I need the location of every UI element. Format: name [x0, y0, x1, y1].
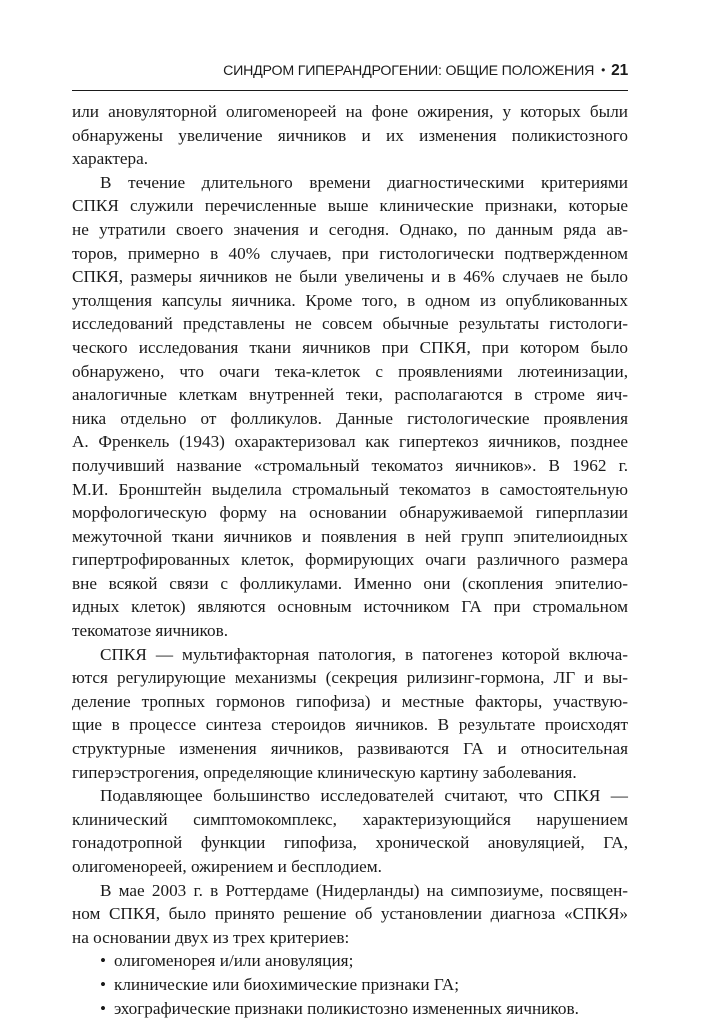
- text-line: вне всякой связи с фолликулами. Именно они (скопления эпителио-: [72, 573, 628, 593]
- text-line: гиперэстрогения, определяющие клиническую картину заболевания.: [72, 762, 577, 782]
- text-line: обнаружены увеличение яичников и их изменения поликистозного: [72, 125, 628, 145]
- text-line: гонадотропной функции гипофиза, хронической ановуляцией, ГА,: [72, 833, 628, 853]
- paragraph: [72, 879, 628, 950]
- text-line: структурные изменения яичников, развиваются ГА и относительная: [72, 739, 628, 759]
- paragraph: [72, 100, 628, 171]
- criteria-list: [72, 949, 628, 1020]
- text-line: деление тропных гормонов гипофиза) и местные факторы, участвую-: [72, 691, 628, 711]
- text-line: В мае 2003 г. в Роттердаме (Нидерланды) на симпозиуме, посвящен-: [100, 880, 628, 900]
- running-header-title: СИНДРОМ ГИПЕРАНДРОГЕНИИ: ОБЩИЕ ПОЛОЖЕНИЯ: [223, 63, 595, 79]
- text-line: щие в процессе синтеза стероидов яичников. В результате происходят: [72, 715, 628, 735]
- running-header: [72, 62, 628, 88]
- text-line: Подавляющее большинство исследователей считают, что СПКЯ —: [100, 786, 628, 806]
- text-line: утолщения капсулы яичника. Кроме того, в одном из опубликованных: [72, 290, 628, 310]
- text-line: идных клеток) являются основным источником ГА при стромальном: [72, 597, 628, 617]
- text-line: гипертрофированных клеток, формирующих очаги различного размера: [72, 550, 628, 570]
- criteria-item-text: клинические или биохимические признаки ГА;: [114, 974, 460, 994]
- bullet-icon: •: [100, 951, 107, 971]
- bullet-icon: •: [100, 974, 107, 994]
- criteria-item-text: эхографические признаки поликистозно измененных яичников.: [114, 998, 579, 1018]
- text-line: межуточной ткани яичников и появления в ней групп эпителиоидных: [72, 526, 628, 546]
- text-line: текоматозе яичников.: [72, 621, 229, 641]
- text-line: СПКЯ служили перечисленные выше клинические признаки, которые: [72, 196, 628, 216]
- text-line: СПКЯ — мультифакторная патология, в патогенез которой включа-: [100, 644, 628, 664]
- text-line: А. Френкель (1943) охарактеризовал как гипертекоз яичников, позднее: [72, 432, 628, 452]
- text-line: морфологическую форму на основании обнаруживаемой гиперплазии: [72, 503, 628, 523]
- criteria-list-item: [72, 997, 628, 1020]
- text-line: получивший название «стромальный текоматоз яичников». В 1962 г.: [72, 455, 628, 475]
- text-line: клинический симптомокомплекс, характеризующийся нарушением: [72, 809, 628, 829]
- criteria-item-text: олигоменорея и/или ановуляция;: [114, 951, 354, 971]
- paragraph: [72, 171, 628, 643]
- paragraph-container: [72, 100, 628, 949]
- text-line: ческого исследования ткани яичников при СПКЯ, при котором было: [72, 337, 628, 357]
- body-text: [72, 100, 628, 1020]
- text-line: обнаружено, что очаги тека-клеток с проявлениями лютеинизации,: [72, 361, 628, 381]
- text-line: В течение длительного времени диагностическими критериями: [100, 172, 628, 192]
- header-rule: [72, 90, 628, 91]
- paragraph: [72, 643, 628, 785]
- text-line: аналогичные клеткам внутренней теки, располагаются в строме яич-: [72, 385, 628, 405]
- criteria-list-item: [72, 973, 628, 997]
- header-separator-bullet: •: [601, 63, 606, 77]
- text-line: исследований представлены не совсем обычные результаты гистологи-: [72, 314, 628, 334]
- text-line: или ановуляторной олигоменореей на фоне ожирения, у которых были: [72, 102, 628, 121]
- text-line: ном СПКЯ, было принято решение об установлении диагноза «СПКЯ»: [72, 904, 628, 924]
- text-line: торов, примерно в 40% случаев, при гистологически подтвержденном: [72, 243, 628, 263]
- text-line: характера.: [72, 149, 149, 169]
- text-line: олигоменореей, ожирением и бесплодием.: [72, 857, 382, 876]
- page-number: 21: [611, 62, 628, 79]
- text-line: на основании двух из трех критериев:: [72, 927, 350, 947]
- text-line: М.И. Бронштейн выделила стромальный текоматоз в самостоятельную: [72, 479, 628, 499]
- text-line: СПКЯ, размеры яичников не были увеличены и в 46% случаев не было: [72, 267, 628, 287]
- bullet-icon: •: [100, 998, 107, 1018]
- text-line: ника отдельно от фолликулов. Данные гистологические проявления: [72, 408, 628, 428]
- paragraph: [72, 784, 628, 878]
- text-line: ются регулирующие механизмы (секреция рилизинг-гормона, ЛГ и вы-: [72, 668, 628, 688]
- text-line: не утратили своего значения и сегодня. Однако, по данным ряда ав-: [72, 219, 628, 239]
- criteria-list-item: [72, 949, 628, 973]
